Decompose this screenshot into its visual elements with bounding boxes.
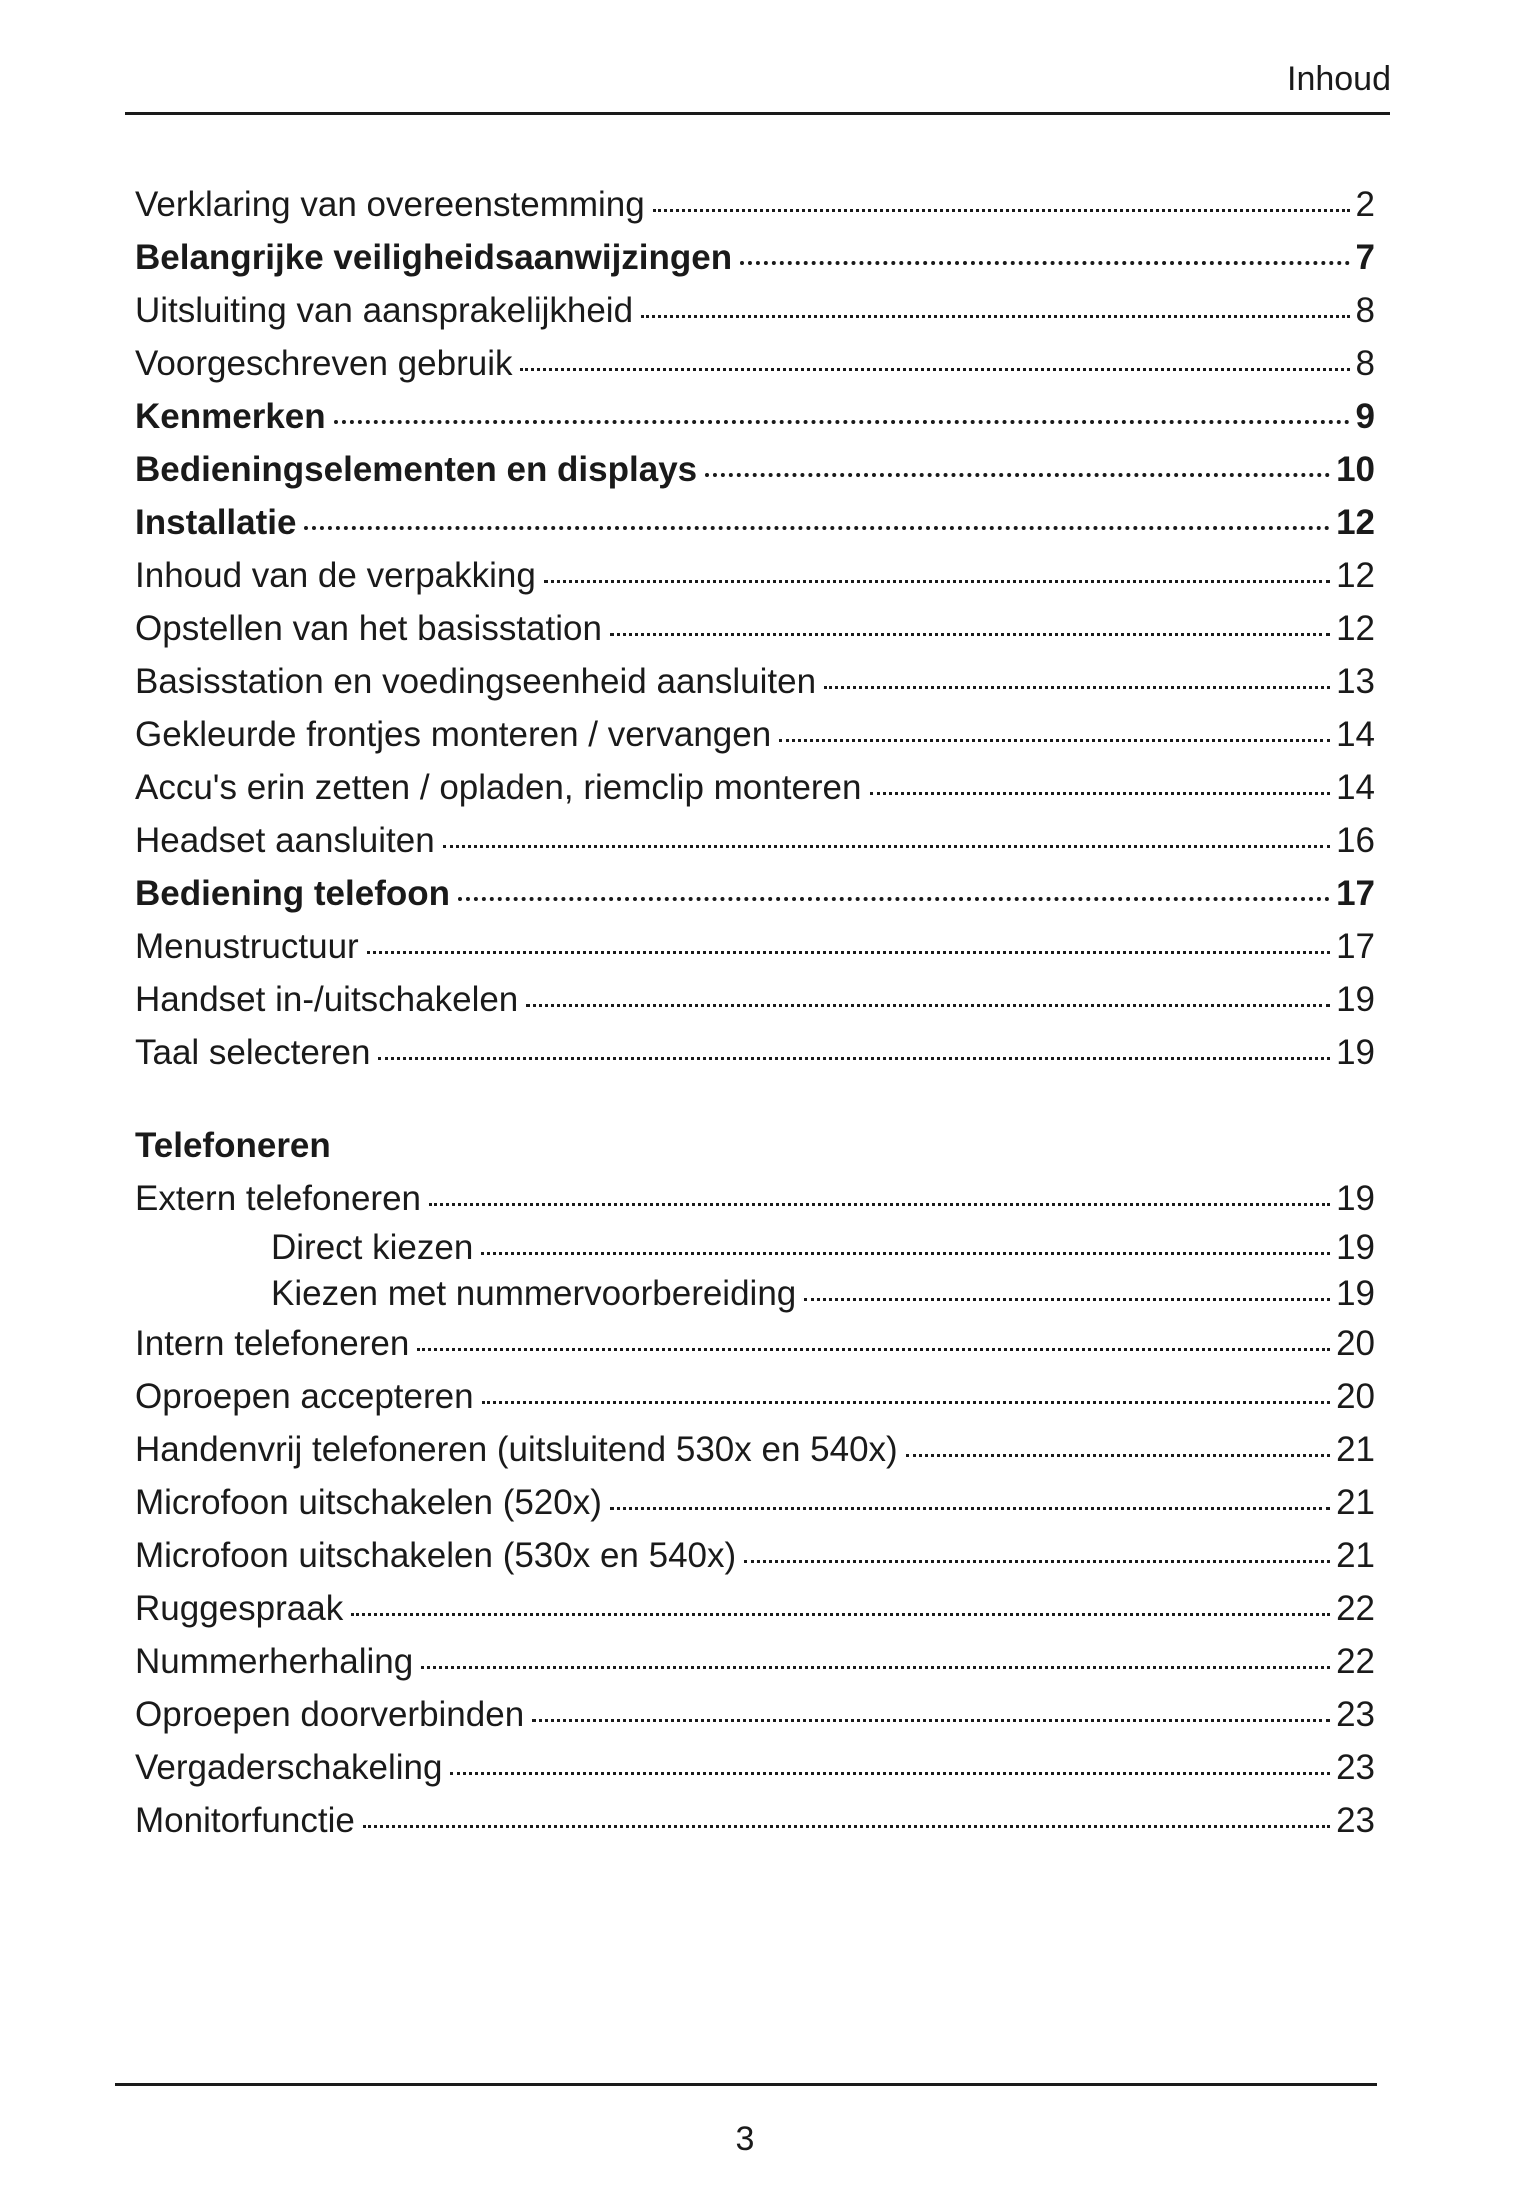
toc-dot-leader xyxy=(417,1348,1330,1351)
toc-entry[interactable] xyxy=(135,1688,1375,1741)
toc-entry-page: 23 xyxy=(1336,1748,1375,1787)
toc-entry-page: 22 xyxy=(1336,1642,1375,1681)
toc-entry-page: 21 xyxy=(1336,1430,1375,1469)
toc-entry[interactable] xyxy=(135,284,1375,337)
toc-entry-page: 17 xyxy=(1336,874,1375,913)
toc-dot-leader xyxy=(482,1401,1330,1404)
toc-dot-leader xyxy=(421,1666,1330,1669)
toc-entry-page: 12 xyxy=(1336,503,1375,542)
toc-entry-page: 23 xyxy=(1336,1695,1375,1734)
toc-entry-title: Kenmerken xyxy=(135,397,326,436)
toc-entry-title: Inhoud van de verpakking xyxy=(135,556,536,595)
toc-dot-leader xyxy=(653,209,1350,212)
toc-entry-page: 20 xyxy=(1336,1324,1375,1363)
toc-dot-leader xyxy=(443,845,1330,848)
toc-entry-title: Handset in-/uitschakelen xyxy=(135,980,519,1019)
toc-entry-title: Bedieningselementen en displays xyxy=(135,450,698,489)
toc-entry-page: 8 xyxy=(1355,344,1375,383)
toc-entry-page: 12 xyxy=(1336,556,1375,595)
toc-entry[interactable] xyxy=(135,1026,1375,1079)
toc-dot-leader xyxy=(351,1613,1330,1616)
toc-dot-leader xyxy=(610,633,1330,636)
toc-entry-page: 17 xyxy=(1336,927,1375,966)
toc-entry-page: 19 xyxy=(1336,1228,1375,1267)
toc-entry[interactable] xyxy=(135,1741,1375,1794)
toc-section-general xyxy=(135,178,1375,1079)
toc-entry-page: 19 xyxy=(1336,1179,1375,1218)
toc-entry-page: 19 xyxy=(1336,1274,1375,1313)
toc-entry-title: Microfoon uitschakelen (520x) xyxy=(135,1483,602,1522)
toc-entry-title: Basisstation en voedingseenheid aansluiten xyxy=(135,662,817,701)
toc-entry-page: 12 xyxy=(1336,609,1375,648)
toc-entry-page: 9 xyxy=(1355,397,1375,436)
toc-entry[interactable] xyxy=(135,1582,1375,1635)
toc-dot-leader xyxy=(779,739,1330,742)
toc-entry-title: Menustructuur xyxy=(135,927,359,966)
toc-entry-page: 19 xyxy=(1336,1033,1375,1072)
toc-dot-leader xyxy=(532,1719,1330,1722)
toc-entry-title: Oproepen accepteren xyxy=(135,1377,474,1416)
toc-dot-leader xyxy=(906,1454,1330,1457)
toc-entry-page: 8 xyxy=(1355,291,1375,330)
toc-entry-page: 2 xyxy=(1355,185,1375,224)
toc-dot-leader xyxy=(641,315,1349,318)
toc-dot-leader xyxy=(544,580,1330,583)
toc-entry-title: Verklaring van overeenstemming xyxy=(135,185,645,224)
toc-entry-page: 10 xyxy=(1336,450,1375,489)
toc-dot-leader xyxy=(705,473,1330,477)
toc-entry-title: Ruggespraak xyxy=(135,1589,344,1628)
toc-entry-title: Kiezen met nummervoorbereiding xyxy=(271,1274,797,1313)
toc-entry-title: Uitsluiting van aansprakelijkheid xyxy=(135,291,634,330)
toc-entry[interactable] xyxy=(135,231,1375,284)
page-header-title: Inhoud xyxy=(1287,60,1391,98)
toc-entry-title: Belangrijke veiligheidsaanwijzingen xyxy=(135,238,733,277)
toc-entry[interactable] xyxy=(135,708,1375,761)
toc-entry[interactable] xyxy=(135,178,1375,231)
toc-dot-leader xyxy=(481,1252,1330,1255)
toc-dot-leader xyxy=(740,261,1349,265)
toc-dot-leader xyxy=(367,951,1330,954)
toc-entry-title: Voorgeschreven gebruik xyxy=(135,344,513,383)
toc-entry-page: 7 xyxy=(1355,238,1375,277)
toc-entry[interactable] xyxy=(135,1529,1375,1582)
toc-entry-page: 19 xyxy=(1336,980,1375,1019)
toc-entry[interactable] xyxy=(135,1423,1375,1476)
toc-entry-title: Bediening telefoon xyxy=(135,874,450,913)
page-number: 3 xyxy=(735,2120,755,2158)
toc-dot-leader xyxy=(870,792,1331,795)
toc-entry-page: 21 xyxy=(1336,1483,1375,1522)
toc-entry-title: Oproepen doorverbinden xyxy=(135,1695,525,1734)
toc-entry[interactable] xyxy=(135,761,1375,814)
toc-entry[interactable] xyxy=(135,1317,1375,1370)
toc-entry-title: Installatie xyxy=(135,503,297,542)
toc-entry[interactable] xyxy=(135,1225,1375,1271)
toc-entry-title: Accu's erin zetten / opladen, riemclip monteren xyxy=(135,768,862,807)
toc-entry-title: Intern telefoneren xyxy=(135,1324,410,1363)
toc-entry-title: Extern telefoneren xyxy=(135,1179,422,1218)
toc-entry[interactable] xyxy=(135,655,1375,708)
toc-dot-leader xyxy=(363,1825,1330,1828)
toc-entry[interactable] xyxy=(135,973,1375,1026)
toc-dot-leader xyxy=(458,897,1330,901)
toc-entry[interactable] xyxy=(135,1172,1375,1225)
toc-entry-page: 13 xyxy=(1336,662,1375,701)
toc-dot-leader xyxy=(824,686,1330,689)
toc-entry[interactable] xyxy=(135,1635,1375,1688)
toc-dot-leader xyxy=(526,1004,1330,1007)
toc-entry-title: Opstellen van het basisstation xyxy=(135,609,602,648)
toc-entry-title: Direct kiezen xyxy=(271,1228,474,1267)
toc-dot-leader xyxy=(334,420,1350,424)
toc-entry-page: 23 xyxy=(1336,1801,1375,1840)
toc-entry-title: Microfoon uitschakelen (530x en 540x) xyxy=(135,1536,737,1575)
toc-entry[interactable] xyxy=(135,337,1375,390)
toc-entry[interactable] xyxy=(135,814,1375,867)
toc-dot-leader xyxy=(429,1203,1330,1206)
header-divider xyxy=(125,112,1390,115)
toc-entry[interactable] xyxy=(135,920,1375,973)
toc-entry-page: 20 xyxy=(1336,1377,1375,1416)
toc-entry[interactable] xyxy=(135,496,1375,549)
toc-entry-page: 21 xyxy=(1336,1536,1375,1575)
toc-dot-leader xyxy=(378,1057,1330,1060)
toc-dot-leader xyxy=(520,368,1349,371)
toc-entry[interactable] xyxy=(135,549,1375,602)
toc-entry[interactable] xyxy=(135,867,1375,920)
toc-dot-leader xyxy=(450,1772,1330,1775)
toc-entry-page: 14 xyxy=(1336,768,1375,807)
toc-entry-page: 14 xyxy=(1336,715,1375,754)
toc-entry-title: Monitorfunctie xyxy=(135,1801,355,1840)
toc-entry-page: 22 xyxy=(1336,1589,1375,1628)
toc-entry-title: Nummerherhaling xyxy=(135,1642,414,1681)
toc-entry[interactable] xyxy=(135,1794,1375,1847)
toc-entry-title: Taal selecteren xyxy=(135,1033,371,1072)
toc-entry-title: Gekleurde frontjes monteren / vervangen xyxy=(135,715,772,754)
toc-entry-page: 16 xyxy=(1336,821,1375,860)
toc-entry[interactable] xyxy=(135,602,1375,655)
toc-entry[interactable] xyxy=(135,390,1375,443)
toc-entry-title: Vergaderschakeling xyxy=(135,1748,443,1787)
toc-entry[interactable] xyxy=(135,1476,1375,1529)
toc-entry-title: Headset aansluiten xyxy=(135,821,435,860)
toc-entry[interactable] xyxy=(135,443,1375,496)
toc-section-heading: Telefoneren xyxy=(135,1126,331,1165)
toc-entry-title: Handenvrij telefoneren (uitsluitend 530x en 540x) xyxy=(135,1430,898,1469)
toc-section-telefoneren xyxy=(135,1172,1375,1847)
toc-entry[interactable] xyxy=(135,1271,1375,1317)
toc-dot-leader xyxy=(610,1507,1330,1510)
toc-entry[interactable] xyxy=(135,1370,1375,1423)
toc-dot-leader xyxy=(804,1298,1330,1301)
toc-dot-leader xyxy=(304,526,1330,530)
toc-dot-leader xyxy=(744,1560,1330,1563)
footer-divider xyxy=(115,2083,1377,2086)
table-of-contents xyxy=(135,178,1375,1847)
